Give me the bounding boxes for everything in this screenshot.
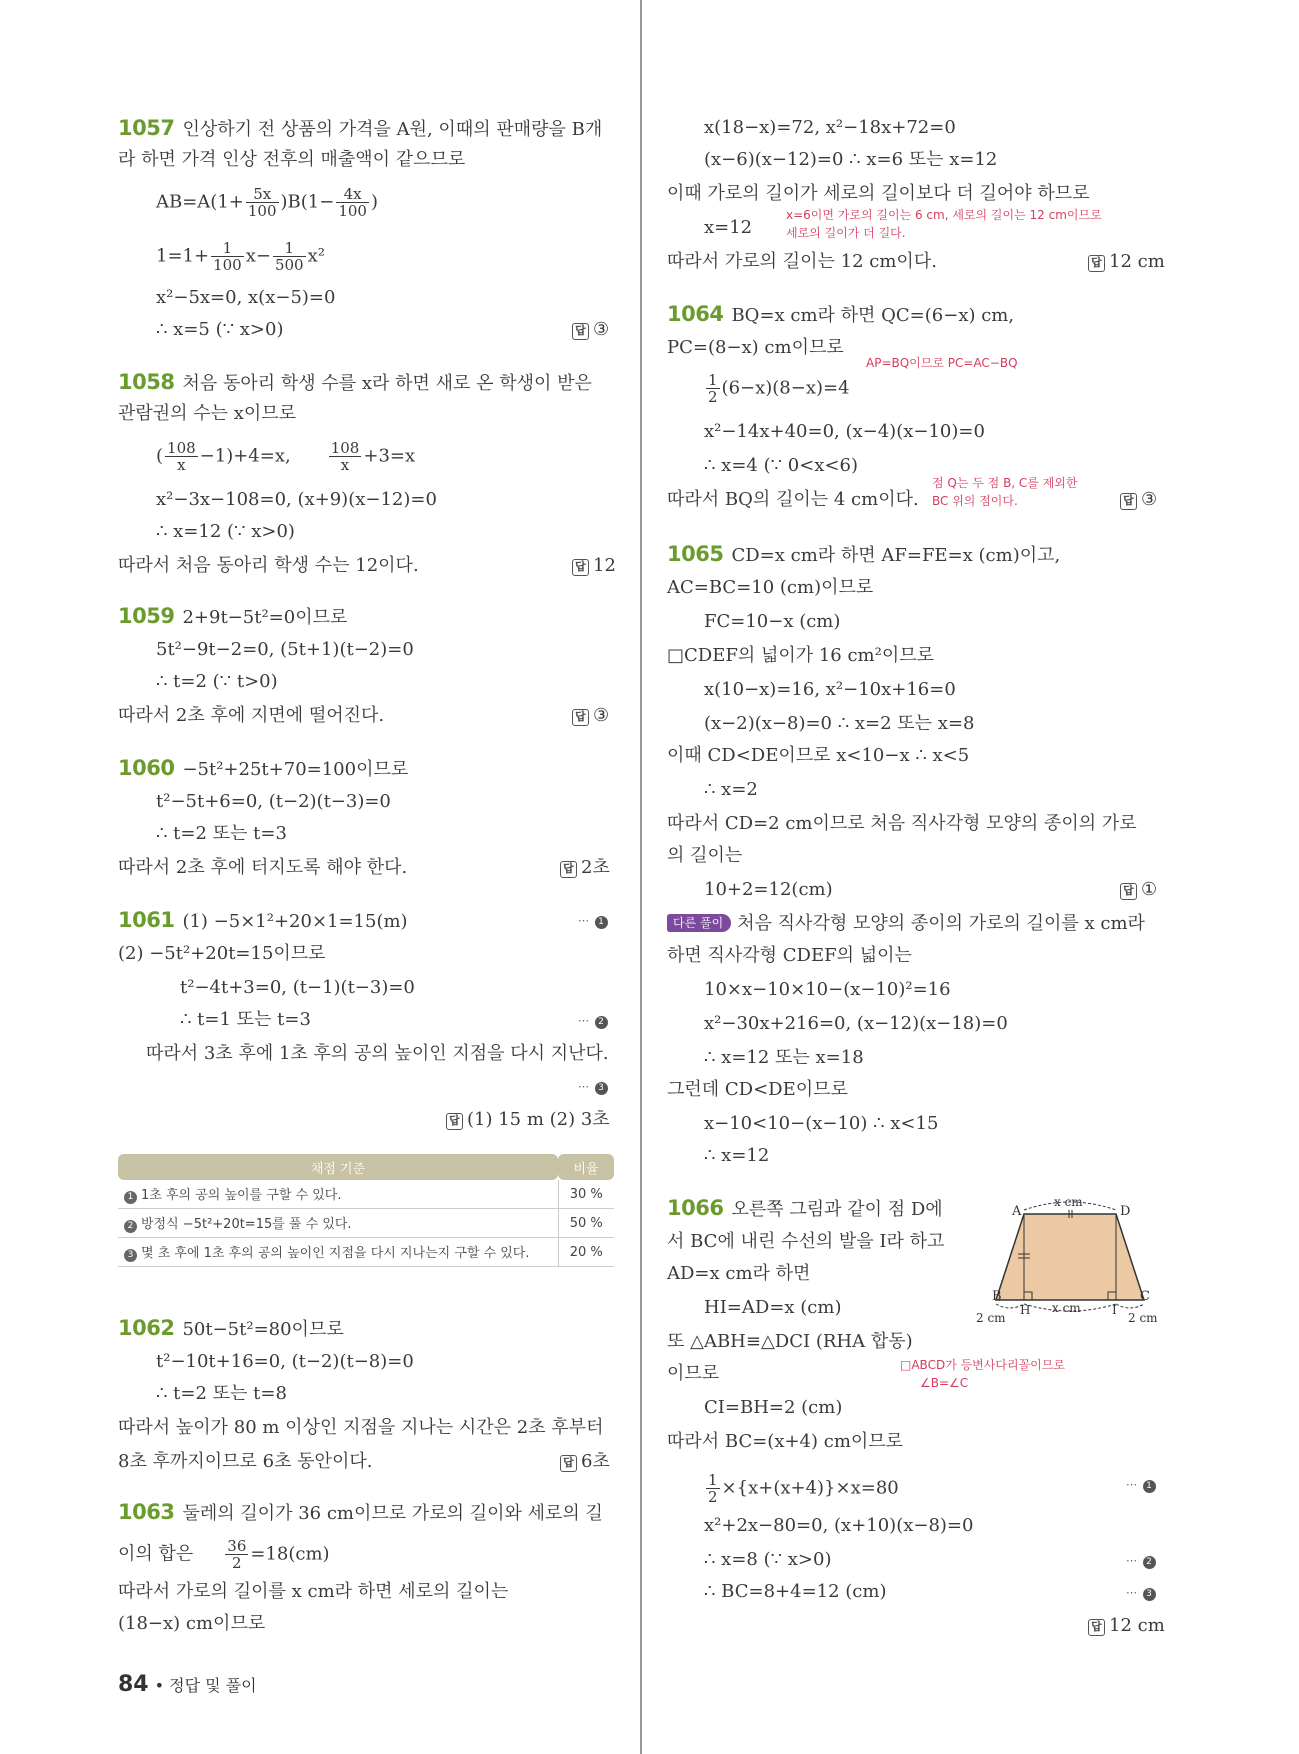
text-line: 따라서 CD=2 cm이므로 처음 직사각형 모양의 종이의 가로 xyxy=(667,813,1137,834)
formula-line: CI=BH=2 (cm) xyxy=(704,1397,843,1418)
problem-number: 1062 xyxy=(118,1316,175,1340)
table-row: 2 방정식 −5t²+20t=15를 풀 수 있다. 50 % xyxy=(118,1209,614,1238)
answer-icon: 답 xyxy=(1120,493,1137,510)
column-divider xyxy=(640,0,642,1754)
formula-line: PC=(8−x) cm이므로 xyxy=(667,337,844,358)
problem-number: 1058 xyxy=(118,370,175,394)
annotation-note: ∠B=∠C xyxy=(920,1376,969,1390)
problem-number: 1063 xyxy=(118,1500,175,1524)
label-D: D xyxy=(1120,1204,1131,1219)
formula-line: t²−10t+16=0, (t−2)(t−8)=0 xyxy=(156,1351,414,1372)
step-marker: ⋯ 2 xyxy=(578,1014,608,1029)
label-left: 2 cm xyxy=(976,1311,1006,1325)
annotation-note: 점 Q는 두 점 B, C를 제외한 xyxy=(932,476,1078,490)
text-line: 따라서 처음 동아리 학생 수는 12이다. xyxy=(118,555,419,576)
answer: 답 2초 xyxy=(560,856,610,880)
formula-line: 5t²−9t−2=0, (5t+1)(t−2)=0 xyxy=(156,639,414,660)
problem-number: 1057 xyxy=(118,116,175,140)
answer-icon: 답 xyxy=(572,559,589,576)
formula-line: (1) −5×1²+20×1=15(m) xyxy=(182,911,408,932)
formula-line: 이때 CD<DE이므로 x<10−x ∴ x<5 xyxy=(667,745,970,766)
label-top: x cm xyxy=(1054,1196,1083,1209)
formula-line: (2) −5t²+20t=15이므로 xyxy=(118,943,326,964)
answer: 답 6초 xyxy=(560,1450,610,1474)
answer: 답 12 cm xyxy=(1088,1614,1165,1638)
alt-solution-line: 다른 풀이 처음 직사각형 모양의 종이의 가로의 길이를 x cm라 xyxy=(667,912,1145,936)
grading-table xyxy=(118,1154,614,1267)
formula-line: 50t−5t²=80이므로 xyxy=(182,1319,344,1340)
formula-line: ∴ t=2 또는 t=3 xyxy=(156,823,287,844)
formula-line: ∴ x=8 (∵ x>0) xyxy=(704,1549,832,1570)
label-B: B xyxy=(992,1289,1002,1304)
formula-line: AB=A(1+ $\frac{5x}{100}$ )B(1− $\frac{4x}{100}$ ) xyxy=(156,185,378,220)
text-line: 오른쪽 그림과 같이 점 D에 xyxy=(731,1199,943,1220)
text-line: 하면 직사각형 CDEF의 넓이는 xyxy=(667,945,912,966)
formula-line: BQ=x cm라 하면 QC=(6−x) cm, xyxy=(731,305,1015,326)
formula-line: AD=x cm라 하면 xyxy=(667,1263,811,1284)
answer-icon: 답 xyxy=(572,709,589,726)
formula-line: x²−14x+40=0, (x−4)(x−10)=0 xyxy=(704,421,985,442)
formula-line: ∴ BC=8+4=12 (cm) xyxy=(704,1581,887,1602)
formula-line: ( $\frac{108}{x}$ −1)+4=x, $\frac{108}{x}$ +3=x xyxy=(156,439,416,474)
formula-line: ∴ x=2 xyxy=(704,779,758,800)
formula-line: ∴ x=12 xyxy=(704,1145,770,1166)
text-line: 따라서 가로의 길이를 x cm라 하면 세로의 길이는 xyxy=(118,1581,509,1602)
text-line: 따라서 3초 후에 1초 후의 공의 높이인 지점을 다시 지난다. xyxy=(146,1043,609,1064)
table-row: 3 몇 초 후에 1초 후의 공의 높이인 지점을 다시 지나는지 구할 수 있다. 20 % xyxy=(118,1238,614,1267)
annotation-note: BC 위의 점이다. xyxy=(932,494,1018,508)
formula-line: ∴ x=12 (∵ x>0) xyxy=(156,521,295,542)
formula-line: ∴ t=1 또는 t=3 xyxy=(180,1009,311,1030)
alt-solution-tag: 다른 풀이 xyxy=(667,914,731,932)
text-line: 따라서 높이가 80 m 이상인 지점을 지나는 시간은 2초 후부터 xyxy=(118,1417,604,1438)
annotation-note: 세로의 길이가 더 길다. xyxy=(786,226,906,240)
formula-line: t²−4t+3=0, (t−1)(t−3)=0 xyxy=(180,977,415,998)
answer-icon: 답 xyxy=(560,1455,577,1472)
text-line: 인상하기 전 상품의 가격을 A원, 이때의 판매량을 B개 xyxy=(182,119,603,140)
label-C: C xyxy=(1140,1289,1150,1304)
formula-line: x²−5x=0, x(x−5)=0 xyxy=(156,287,336,308)
label-A: A xyxy=(1012,1204,1022,1219)
formula-line: −5t²+25t+70=100이므로 xyxy=(182,759,409,780)
formula-line: $\frac{1}{2}$ ×{x+(x+4)}×x=80 xyxy=(708,1471,899,1506)
trapezoid-figure xyxy=(972,1196,1168,1332)
answer-icon: 답 xyxy=(1120,883,1137,900)
answer-icon: 답 xyxy=(572,323,589,340)
answer: 답 ③ xyxy=(572,704,609,728)
text-line: 라 하면 가격 인상 전후의 매출액이 같으므로 xyxy=(118,149,466,170)
formula-line: ∴ x=12 또는 x=18 xyxy=(704,1047,864,1068)
trapezoid-shape xyxy=(996,1214,1144,1300)
text-line: 서 BC에 내린 수선의 발을 I라 하고 xyxy=(667,1231,945,1252)
label-I: I xyxy=(1112,1303,1117,1317)
problem-number: 1059 xyxy=(118,604,175,628)
text-line: 따라서 가로의 길이는 12 cm이다. xyxy=(667,251,937,272)
formula-line: ∴ x=5 (∵ x>0) xyxy=(156,319,284,340)
text-line: 따라서 2초 후에 터지도록 해야 한다. xyxy=(118,857,408,878)
problem-number: 1060 xyxy=(118,756,175,780)
text-line: 이때 가로의 길이가 세로의 길이보다 더 길어야 하므로 xyxy=(667,183,1090,204)
answer: 답 ③ xyxy=(572,318,609,342)
text-line: (18−x) cm이므로 xyxy=(118,1613,266,1634)
formula-line: 이의 합은 $\frac{36}{2}$ =18(cm) xyxy=(118,1537,330,1572)
problem-number: 1065 xyxy=(667,542,724,566)
text-line: 둘레의 길이가 36 cm이므로 가로의 길이와 세로의 길 xyxy=(182,1503,603,1524)
annotation-note: AP=BQ이므로 PC=AC−BQ xyxy=(866,356,1018,370)
table-row: 1 1초 후의 공의 높이를 구할 수 있다. 30 % xyxy=(118,1180,614,1209)
answer-icon: 답 xyxy=(1088,255,1105,272)
answer: 답 (1) 15 m (2) 3초 xyxy=(446,1108,610,1132)
formula-line: x²−3x−108=0, (x+9)(x−12)=0 xyxy=(156,489,437,510)
text-line: 이므로 xyxy=(667,1363,720,1384)
answer: 답 12 cm xyxy=(1088,250,1165,274)
problem-number: 1066 xyxy=(667,1196,724,1220)
answer: 답 ③ xyxy=(1120,488,1157,512)
label-H: H xyxy=(1020,1303,1031,1317)
answer-icon: 답 xyxy=(446,1113,463,1130)
grading-header: 채점 기준 xyxy=(118,1154,558,1180)
page-number: 84 xyxy=(118,1672,149,1697)
step-marker: ⋯ 3 xyxy=(1126,1586,1156,1601)
answer-icon: 답 xyxy=(1088,1619,1105,1636)
formula-line: 2+9t−5t²=0이므로 xyxy=(182,607,348,628)
annotation-note: □ABCD가 등변사다리꼴이므로 xyxy=(900,1358,1065,1372)
footer-title: • 정답 및 풀이 xyxy=(154,1676,257,1695)
formula-line: ∴ t=2 (∵ t>0) xyxy=(156,671,278,692)
text-line: 처음 동아리 학생 수를 x라 하면 새로 온 학생이 받은 xyxy=(182,373,592,394)
answer: 답 12 xyxy=(572,554,616,578)
text-line: 8초 후까지이므로 6초 동안이다. xyxy=(118,1451,373,1472)
answer-icon: 답 xyxy=(560,861,577,878)
text-line: 따라서 BC=(x+4) cm이므로 xyxy=(667,1431,904,1452)
text-line: 따라서 BQ의 길이는 4 cm이다. xyxy=(667,489,919,510)
formula-line: x(18−x)=72, x²−18x+72=0 xyxy=(704,117,956,138)
step-marker: ⋯ 1 xyxy=(578,914,608,929)
formula-line: 1=1+ $\frac{1}{100}$ x− $\frac{1}{500}$ x² xyxy=(156,239,325,274)
formula-line: ∴ t=2 또는 t=8 xyxy=(156,1383,287,1404)
step-marker: ⋯ 1 xyxy=(1126,1478,1156,1493)
label-right: 2 cm xyxy=(1128,1311,1158,1325)
formula-line: x=12 xyxy=(704,217,753,238)
problem-number: 1064 xyxy=(667,302,724,326)
formula-line: x−10<10−(x−10) ∴ x<15 xyxy=(704,1113,939,1134)
formula-line: (x−2)(x−8)=0 ∴ x=2 또는 x=8 xyxy=(704,713,975,734)
formula-line: 10×x−10×10−(x−10)²=16 xyxy=(704,979,951,1000)
step-marker: ⋯ 3 xyxy=(578,1080,608,1095)
formula-line: 또 △ABH≡△DCI (RHA 합동) xyxy=(667,1331,913,1352)
formula-line: HI=AD=x (cm) xyxy=(704,1297,842,1318)
annotation-note: x=6이면 가로의 길이는 6 cm, 세로의 길이는 12 cm이므로 xyxy=(786,208,1102,222)
formula-line: x²−30x+216=0, (x−12)(x−18)=0 xyxy=(704,1013,1008,1034)
formula-line: t²−5t+6=0, (t−2)(t−3)=0 xyxy=(156,791,391,812)
text-line: □CDEF의 넓이가 16 cm²이므로 xyxy=(667,645,934,666)
formula-line: (x−6)(x−12)=0 ∴ x=6 또는 x=12 xyxy=(704,149,998,170)
formula-line: FC=10−x (cm) xyxy=(704,611,841,632)
formula-line: CD=x cm라 하면 AF=FE=x (cm)이고, xyxy=(731,545,1061,566)
formula-line: x(10−x)=16, x²−10x+16=0 xyxy=(704,679,956,700)
answer: 답 ① xyxy=(1120,878,1157,902)
text-line: 의 길이는 xyxy=(667,845,743,866)
formula-line: AC=BC=10 (cm)이므로 xyxy=(667,577,874,598)
formula-line: x²+2x−80=0, (x+10)(x−8)=0 xyxy=(704,1515,974,1536)
text-line: 그런데 CD<DE이므로 xyxy=(667,1079,848,1100)
label-bottom: x cm xyxy=(1052,1301,1081,1315)
problem-number: 1061 xyxy=(118,908,175,932)
text-line: 관람권의 수는 x이므로 xyxy=(118,403,297,424)
page-footer xyxy=(118,1672,257,1697)
formula-line: $\frac{1}{2}$ (6−x)(8−x)=4 xyxy=(708,371,850,406)
formula-line: 10+2=12(cm) xyxy=(704,879,833,900)
text-line: 따라서 2초 후에 지면에 떨어진다. xyxy=(118,705,385,726)
rate-header: 비율 xyxy=(558,1154,614,1180)
step-marker: ⋯ 2 xyxy=(1126,1554,1156,1569)
formula-line: ∴ x=4 (∵ 0<x<6) xyxy=(704,455,859,476)
